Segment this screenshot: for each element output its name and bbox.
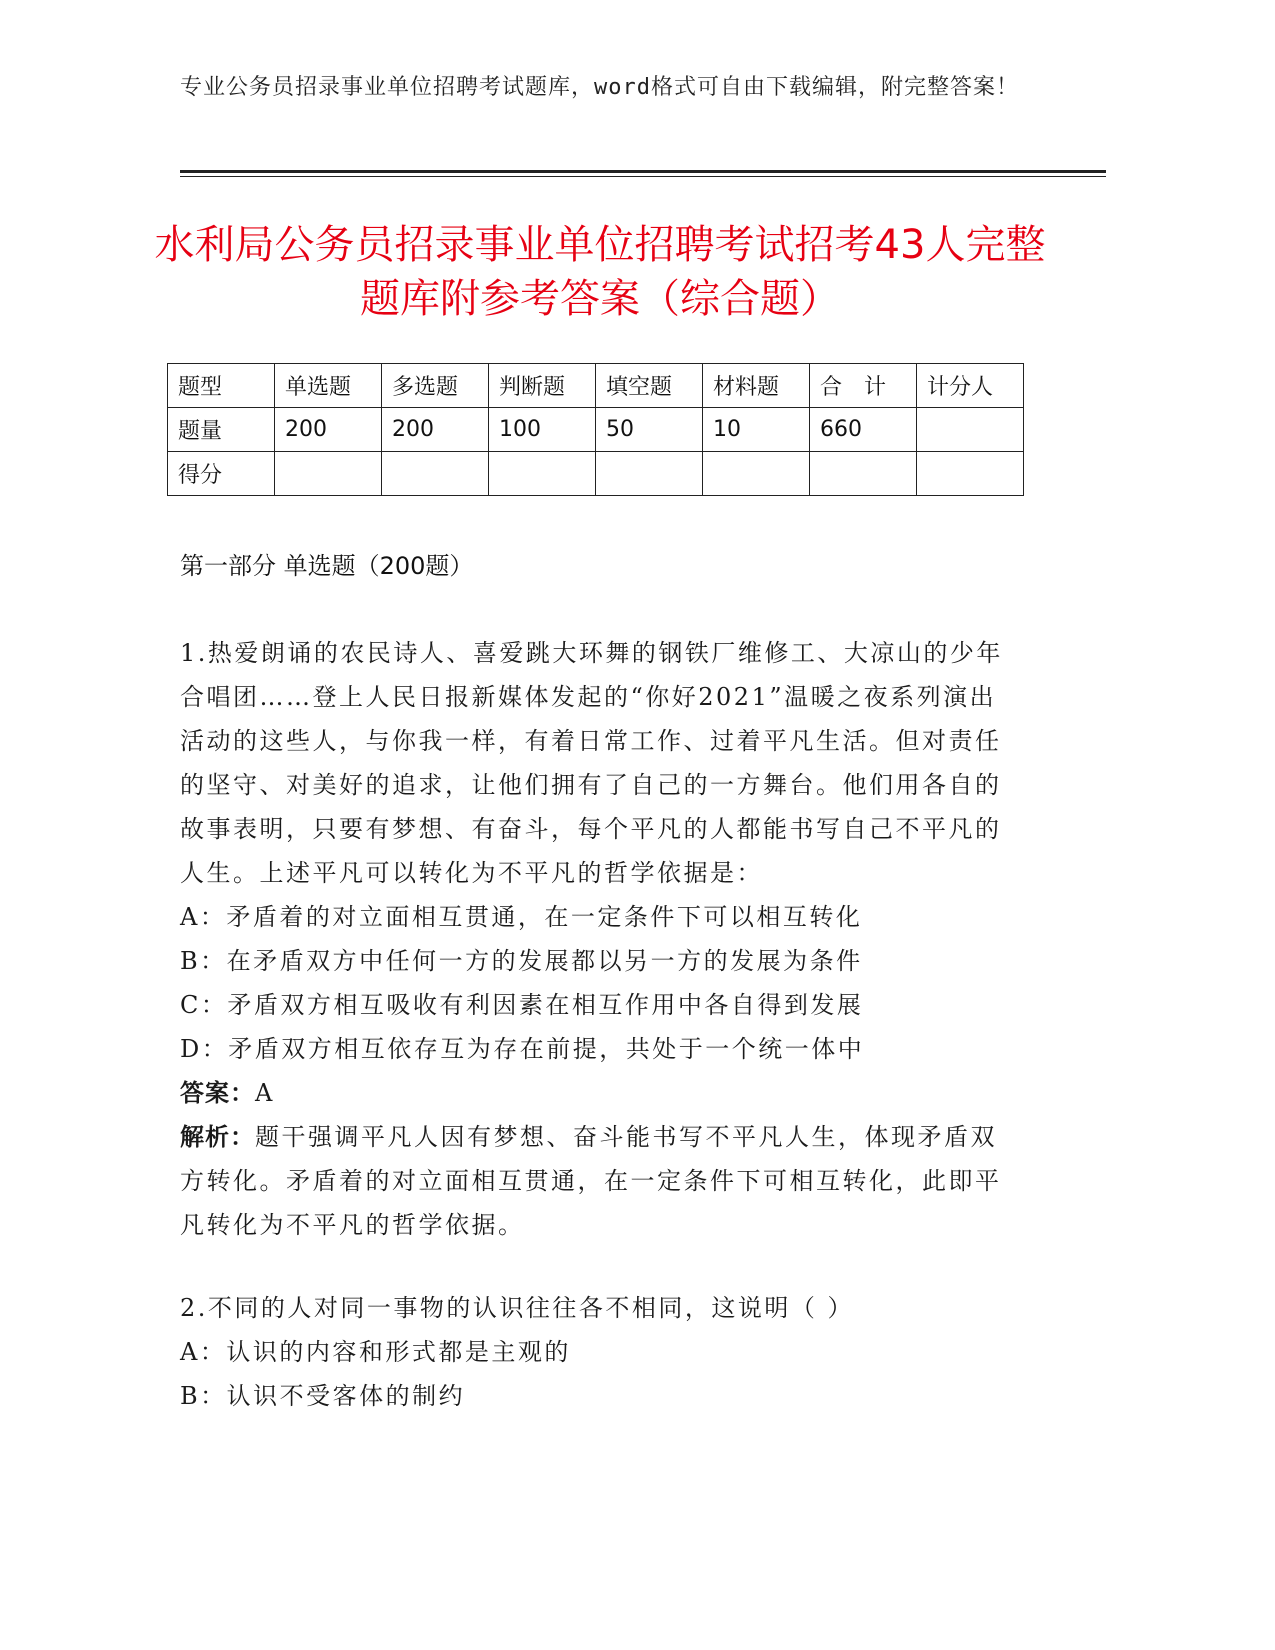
analysis-label: 解析： (180, 1123, 255, 1151)
table-cell (810, 452, 917, 496)
table-cell (917, 408, 1024, 452)
header-divider-thin (180, 176, 1106, 177)
table-cell: 合 计 (810, 364, 917, 408)
table-cell: 多选题 (382, 364, 489, 408)
table-cell (382, 452, 489, 496)
analysis-line (180, 1115, 1020, 1247)
option-c: C：矛盾双方相互吸收有利因素在相互作用中各自得到发展 (180, 991, 864, 1019)
table-cell: 660 (810, 408, 917, 452)
question-stem: 1.热爱朗诵的农民诗人、喜爱跳大环舞的钢铁厂维修工、大凉山的少年合唱团……登上人民日报新媒体发起的“你好2021”温暖之夜系列演出活动的这些人，与你我一样，有着日常工作、过着平凡生活。但对责任的坚守、对美好的追求，让他们拥有了自己的一方舞台。他们用各自的故事表明，只要有梦想、有奋斗，每个平凡的人都能书写自己不平凡的人生。上述平凡可以转化为不平凡的哲学依据是： (180, 639, 1003, 887)
table-cell: 题量 (168, 408, 275, 452)
table-cell: 50 (596, 408, 703, 452)
document-title: 水利局公务员招录事业单位招聘考试招考43人完整题库附参考答案（综合题） (154, 222, 1046, 322)
answer-label: 答案： (180, 1079, 255, 1107)
answer-value: A (255, 1079, 275, 1107)
table-row-count (168, 408, 1024, 452)
option-d: D：矛盾双方相互依存互为存在前提，共处于一个统一体中 (180, 1035, 865, 1063)
table-cell (917, 452, 1024, 496)
table-cell: 100 (489, 408, 596, 452)
option-a: A：认识的内容和形式都是主观的 (180, 1338, 571, 1366)
table-cell (275, 452, 382, 496)
table-header-row (168, 364, 1024, 408)
option-a: A：矛盾着的对立面相互贯通，在一定条件下可以相互转化 (180, 903, 863, 931)
option-b: B：认识不受客体的制约 (180, 1382, 466, 1410)
table-cell: 填空题 (596, 364, 703, 408)
table-cell: 计分人 (917, 364, 1024, 408)
table-cell: 10 (703, 408, 810, 452)
header-note: 专业公务员招录事业单位招聘考试题库，word格式可自由下载编辑，附完整答案！ (180, 75, 1019, 100)
table-cell: 材料题 (703, 364, 810, 408)
table-cell: 题型 (168, 364, 275, 408)
score-table (167, 363, 1024, 496)
section-heading: 第一部分 单选题（200题） (180, 552, 474, 580)
table-cell: 200 (382, 408, 489, 452)
table-cell (489, 452, 596, 496)
answer-line (180, 1071, 1020, 1115)
question-stem: 2.不同的人对同一事物的认识往往各不相同，这说明（ ） (180, 1294, 855, 1322)
table-row-score (168, 452, 1024, 496)
option-b: B：在矛盾双方中任何一方的发展都以另一方的发展为条件 (180, 947, 863, 975)
table-cell (596, 452, 703, 496)
header-divider (180, 170, 1106, 173)
question-2 (180, 1286, 1020, 1418)
table-cell: 200 (275, 408, 382, 452)
table-cell: 单选题 (275, 364, 382, 408)
table-cell: 得分 (168, 452, 275, 496)
question-1 (180, 631, 1020, 1247)
table-cell (703, 452, 810, 496)
analysis-text: 题干强调平凡人因有梦想、奋斗能书写不平凡人生，体现矛盾双方转化。矛盾着的对立面相互贯通，在一定条件下可相互转化，此即平凡转化为不平凡的哲学依据。 (180, 1123, 1002, 1239)
table-cell: 判断题 (489, 364, 596, 408)
